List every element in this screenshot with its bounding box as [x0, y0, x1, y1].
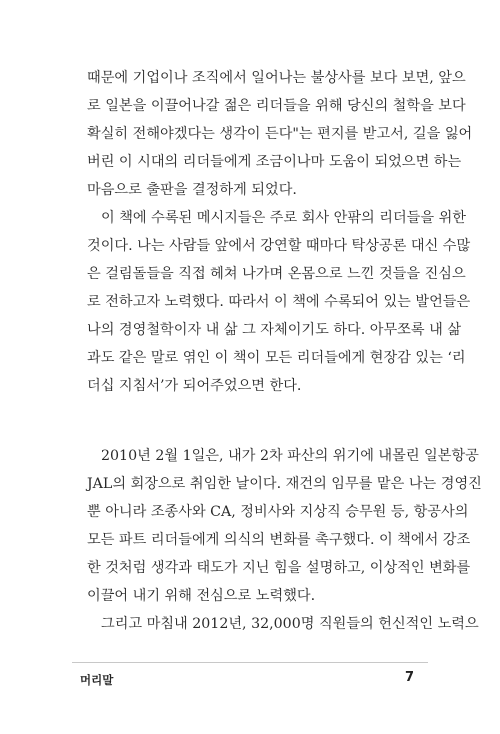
body-line: 과도 같은 말로 엮인 이 책이 모든 리더들에게 현장감 있는 ‘리 — [87, 350, 466, 366]
body-line: 이 책에 수록된 메시지들은 주로 회사 안팎의 리더들을 위한 — [101, 210, 467, 226]
body-line: 이끌어 내기 위해 전심으로 노력했다. — [87, 588, 316, 604]
body-line: 마음으로 출판을 결정하게 되었다. — [87, 182, 297, 198]
body-line: 때문에 기업이나 조직에서 일어나는 불상사를 보다 보면, 앞으 — [87, 70, 466, 86]
body-line: 더십 지침서’가 되어주었으면 한다. — [87, 378, 302, 394]
page-footer — [72, 662, 428, 693]
body-line: 한 것처럼 생각과 태도가 지닌 힘을 설명하고, 이상적인 변화를 — [87, 560, 471, 576]
body-line: 것이다. 나는 사람들 앞에서 강연할 때마다 탁상공론 대신 수많 — [87, 238, 471, 254]
body-line: 로 전하고자 노력했다. 따라서 이 책에 수록되어 있는 발언들은 — [87, 294, 471, 310]
body-line: 나의 경영철학이자 내 삶 그 자체이기도 하다. 아무쪼록 내 삶 — [87, 322, 462, 338]
page-body — [87, 64, 482, 638]
body-line: 그리고 마침내 2012년, 32,000명 직원들의 헌신적인 노력으 — [101, 616, 479, 632]
body-line: 확실히 전해야겠다는 생각이 든다"는 편지를 받고서, 길을 잃어 — [87, 126, 473, 142]
body-line: 은 걸림돌들을 직접 헤쳐 나가며 온몸으로 느낀 것들을 진심으 — [87, 266, 466, 282]
section-break — [87, 400, 439, 442]
body-line: 모든 파트 리더들에게 의식의 변화를 촉구했다. 이 책에서 강조 — [87, 532, 471, 548]
running-section-label: 머리말 — [80, 673, 114, 687]
body-line: 버린 이 시대의 리더들에게 조금이나마 도움이 되었으면 하는 — [87, 154, 462, 170]
body-line: JAL의 회장으로 취임한 날이다. 재건의 임무를 맡은 나는 경영진 — [87, 476, 482, 492]
body-line: 2010년 2월 1일은, 내가 2차 파산의 위기에 내몰린 일본항공 — [101, 448, 479, 464]
body-line: 로 일본을 이끌어나갈 젊은 리더들을 위해 당신의 철학을 보다 — [87, 98, 466, 114]
page-number: 7 — [404, 670, 414, 685]
body-line: 뿐 아니라 조종사와 CA, 정비사와 지상직 승무원 등, 항공사의 — [87, 504, 469, 520]
